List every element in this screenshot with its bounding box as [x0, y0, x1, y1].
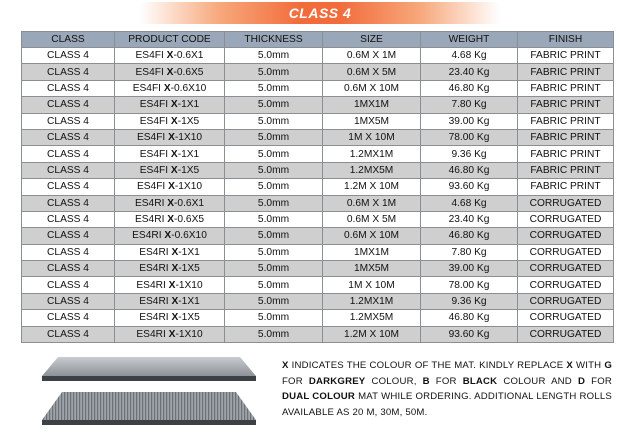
- code-suffix: -1X5: [177, 164, 200, 176]
- cell-finish: FABRIC PRINT: [518, 146, 614, 162]
- header-product-code: PRODUCT CODE: [115, 32, 225, 48]
- cell-finish: CORRUGATED: [518, 261, 614, 277]
- code-prefix: ES4FI: [132, 82, 164, 94]
- code-prefix: ES4FI: [139, 99, 171, 111]
- cell-product-code: [115, 146, 225, 162]
- cell-class: CLASS 4: [22, 162, 115, 178]
- cell-class: CLASS 4: [22, 129, 115, 145]
- code-prefix: ES4RI: [139, 263, 172, 275]
- cell-class: CLASS 4: [22, 326, 115, 342]
- cell-weight: 23.40 Kg: [421, 211, 518, 227]
- code-suffix: -0.6X5: [174, 214, 205, 226]
- table-row: [22, 326, 614, 342]
- code-prefix: ES4FI: [135, 50, 167, 62]
- cell-class: CLASS 4: [22, 48, 115, 64]
- cell-finish: FABRIC PRINT: [518, 129, 614, 145]
- code-colour-mark: X: [168, 132, 175, 144]
- note-x-1: X: [282, 360, 289, 371]
- cell-finish: FABRIC PRINT: [518, 179, 614, 195]
- cell-finish: FABRIC PRINT: [518, 97, 614, 113]
- cell-finish: FABRIC PRINT: [518, 162, 614, 178]
- cell-weight: 39.00 Kg: [421, 261, 518, 277]
- cell-product-code: [115, 113, 225, 129]
- cell-product-code: [115, 162, 225, 178]
- cell-finish: CORRUGATED: [518, 277, 614, 293]
- code-suffix: -1X1: [177, 148, 200, 160]
- cell-size: 1MX1M: [323, 244, 421, 260]
- cell-size: 1.2MX1M: [323, 293, 421, 309]
- header-thickness: THICKNESS: [225, 32, 323, 48]
- code-colour-mark: X: [171, 263, 179, 275]
- product-spec-table: [21, 31, 614, 343]
- colour-note: [282, 358, 612, 420]
- code-suffix: -0.6X5: [173, 66, 204, 78]
- note-text: FOR: [429, 375, 463, 387]
- cell-class: CLASS 4: [22, 195, 115, 211]
- cell-finish: CORRUGATED: [518, 195, 614, 211]
- cell-size: 1.2MX5M: [323, 162, 421, 178]
- cell-class: CLASS 4: [22, 244, 115, 260]
- code-colour-mark: X: [170, 148, 178, 160]
- cell-thickness: 5.0mm: [225, 310, 323, 326]
- note-g: G: [604, 360, 612, 371]
- cell-weight: 93.60 Kg: [421, 326, 518, 342]
- cell-weight: 46.80 Kg: [421, 310, 518, 326]
- cell-finish: CORRUGATED: [518, 326, 614, 342]
- note-darkgrey: DARKGREY: [308, 375, 366, 387]
- note-text: COLOUR AND: [497, 375, 578, 387]
- header-finish: FINISH: [518, 32, 614, 48]
- code-prefix: ES4FI: [139, 164, 171, 176]
- cell-class: CLASS 4: [22, 211, 115, 227]
- cell-weight: 39.00 Kg: [421, 113, 518, 129]
- cell-weight: 93.60 Kg: [421, 179, 518, 195]
- code-colour-mark: X: [166, 66, 174, 78]
- cell-product-code: [115, 195, 225, 211]
- cell-size: 0.6M X 5M: [323, 211, 421, 227]
- cell-class: CLASS 4: [22, 293, 115, 309]
- cell-size: 1.2MX1M: [323, 146, 421, 162]
- class-banner: [140, 2, 500, 24]
- note-b: B: [422, 375, 430, 387]
- code-suffix: -1X10: [174, 132, 203, 144]
- cell-product-code: [115, 64, 225, 80]
- note-text: MAT WHILE ORDERING. ADDITIONAL LENGTH ROLLS AVAILABLE AS 20 M, 30M, 50M.: [282, 391, 612, 418]
- code-colour-mark: X: [164, 230, 172, 242]
- cell-thickness: 5.0mm: [225, 80, 323, 96]
- code-prefix: ES4FI: [139, 148, 171, 160]
- code-colour-mark: X: [170, 164, 178, 176]
- code-colour-mark: X: [168, 181, 175, 193]
- cell-weight: 46.80 Kg: [421, 162, 518, 178]
- cell-class: CLASS 4: [22, 64, 115, 80]
- table-row: [22, 80, 614, 96]
- cell-weight: 9.36 Kg: [421, 293, 518, 309]
- cell-thickness: 5.0mm: [225, 277, 323, 293]
- cell-finish: CORRUGATED: [518, 228, 614, 244]
- cell-weight: 78.00 Kg: [421, 129, 518, 145]
- cell-size: 0.6M X 10M: [323, 80, 421, 96]
- cell-class: CLASS 4: [22, 310, 115, 326]
- cell-finish: CORRUGATED: [518, 211, 614, 227]
- cell-size: 1.2MX5M: [323, 310, 421, 326]
- cell-size: 1.2M X 10M: [323, 179, 421, 195]
- cell-weight: 4.68 Kg: [421, 195, 518, 211]
- note-d: D: [577, 375, 586, 387]
- code-colour-mark: X: [163, 82, 171, 94]
- code-colour-mark: X: [166, 50, 174, 62]
- cell-class: CLASS 4: [22, 228, 115, 244]
- cell-weight: 9.36 Kg: [421, 146, 518, 162]
- table-row: [22, 179, 614, 195]
- cell-product-code: [115, 310, 225, 326]
- code-suffix: -1X1: [177, 99, 200, 111]
- code-prefix: ES4RI: [136, 328, 169, 340]
- header-class: CLASS: [22, 32, 115, 48]
- cell-class: CLASS 4: [22, 261, 115, 277]
- code-colour-mark: X: [168, 328, 176, 340]
- table-row: [22, 64, 614, 80]
- code-prefix: ES4RI: [134, 197, 168, 209]
- cell-product-code: [115, 179, 225, 195]
- cell-product-code: [115, 293, 225, 309]
- note-text: INDICATES THE COLOUR OF THE MAT. KINDLY REPLACE: [288, 360, 567, 371]
- cell-weight: 23.40 Kg: [421, 64, 518, 80]
- cell-product-code: [115, 211, 225, 227]
- table-row: [22, 310, 614, 326]
- cell-weight: 7.80 Kg: [421, 97, 518, 113]
- cell-finish: FABRIC PRINT: [518, 80, 614, 96]
- code-colour-mark: X: [167, 197, 175, 209]
- header-weight: WEIGHT: [421, 32, 518, 48]
- code-suffix: -1X5: [178, 263, 200, 275]
- cell-thickness: 5.0mm: [225, 113, 323, 129]
- cell-finish: FABRIC PRINT: [518, 48, 614, 64]
- cell-thickness: 5.0mm: [225, 48, 323, 64]
- cell-product-code: [115, 326, 225, 342]
- cell-size: 1M X 10M: [323, 277, 421, 293]
- code-prefix: ES4RI: [134, 214, 168, 226]
- code-suffix: -0.6X1: [174, 197, 205, 209]
- cell-thickness: 5.0mm: [225, 64, 323, 80]
- table-row: [22, 228, 614, 244]
- header-size: SIZE: [323, 32, 421, 48]
- cell-finish: FABRIC PRINT: [518, 64, 614, 80]
- code-suffix: -0.6X1: [173, 50, 204, 62]
- code-colour-mark: X: [170, 99, 178, 111]
- corrugated-mat-image: [42, 392, 256, 425]
- code-suffix: -0.6X10: [171, 230, 207, 242]
- cell-thickness: 5.0mm: [225, 293, 323, 309]
- table-row: [22, 129, 614, 145]
- banner-title: CLASS 4: [288, 5, 352, 21]
- cell-thickness: 5.0mm: [225, 326, 323, 342]
- table-row: [22, 195, 614, 211]
- cell-thickness: 5.0mm: [225, 228, 323, 244]
- cell-product-code: [115, 277, 225, 293]
- code-prefix: ES4FI: [136, 132, 169, 144]
- cell-class: CLASS 4: [22, 179, 115, 195]
- table-row: [22, 162, 614, 178]
- note-text: FOR: [282, 375, 309, 387]
- cell-size: 1MX5M: [323, 113, 421, 129]
- cell-weight: 78.00 Kg: [421, 277, 518, 293]
- code-prefix: ES4RI: [136, 279, 169, 291]
- code-colour-mark: X: [170, 115, 178, 127]
- cell-class: CLASS 4: [22, 277, 115, 293]
- cell-weight: 46.80 Kg: [421, 80, 518, 96]
- cell-finish: CORRUGATED: [518, 310, 614, 326]
- cell-product-code: [115, 129, 225, 145]
- code-suffix: -1X10: [175, 328, 203, 340]
- cell-thickness: 5.0mm: [225, 179, 323, 195]
- note-x-2: X: [566, 360, 573, 371]
- table-row: [22, 261, 614, 277]
- cell-size: 1MX5M: [323, 261, 421, 277]
- code-prefix: ES4FI: [135, 66, 167, 78]
- fabric-mat-image: [42, 357, 256, 381]
- code-prefix: ES4RI: [132, 230, 165, 242]
- cell-weight: 4.68 Kg: [421, 48, 518, 64]
- code-prefix: ES4RI: [139, 312, 172, 324]
- note-black: BLACK: [462, 375, 498, 387]
- cell-size: 0.6M X 5M: [323, 64, 421, 80]
- table-row: [22, 113, 614, 129]
- code-prefix: ES4RI: [139, 296, 172, 308]
- cell-thickness: 5.0mm: [225, 211, 323, 227]
- cell-thickness: 5.0mm: [225, 146, 323, 162]
- cell-thickness: 5.0mm: [225, 244, 323, 260]
- cell-class: CLASS 4: [22, 97, 115, 113]
- table-row: [22, 146, 614, 162]
- table-row: [22, 97, 614, 113]
- code-prefix: ES4FI: [136, 181, 169, 193]
- cell-thickness: 5.0mm: [225, 261, 323, 277]
- table-header-row: [22, 32, 614, 48]
- code-prefix: ES4FI: [139, 115, 171, 127]
- code-suffix: -0.6X10: [170, 82, 207, 94]
- cell-class: CLASS 4: [22, 146, 115, 162]
- table-row: [22, 211, 614, 227]
- note-text: WITH: [572, 360, 605, 371]
- code-suffix: -1X1: [178, 296, 200, 308]
- code-suffix: -1X10: [175, 279, 203, 291]
- code-colour-mark: X: [168, 279, 176, 291]
- cell-product-code: [115, 80, 225, 96]
- code-colour-mark: X: [171, 312, 179, 324]
- code-suffix: -1X5: [178, 312, 200, 324]
- cell-product-code: [115, 97, 225, 113]
- cell-product-code: [115, 48, 225, 64]
- cell-finish: CORRUGATED: [518, 293, 614, 309]
- cell-finish: CORRUGATED: [518, 244, 614, 260]
- cell-size: 1MX1M: [323, 97, 421, 113]
- cell-class: CLASS 4: [22, 80, 115, 96]
- code-suffix: -1X10: [174, 181, 203, 193]
- table-row: [22, 48, 614, 64]
- cell-thickness: 5.0mm: [225, 162, 323, 178]
- code-suffix: -1X5: [177, 115, 200, 127]
- code-suffix: -1X1: [178, 246, 200, 258]
- cell-weight: 46.80 Kg: [421, 228, 518, 244]
- note-dual-colour: DUAL COLOUR: [282, 391, 356, 402]
- cell-thickness: 5.0mm: [225, 195, 323, 211]
- mat-illustrations: [40, 352, 260, 432]
- note-text: COLOUR,: [365, 375, 423, 387]
- code-colour-mark: X: [171, 246, 179, 258]
- table-row: [22, 244, 614, 260]
- code-colour-mark: X: [171, 296, 179, 308]
- table-row: [22, 293, 614, 309]
- cell-product-code: [115, 261, 225, 277]
- cell-size: 0.6M X 10M: [323, 228, 421, 244]
- code-prefix: ES4RI: [139, 246, 172, 258]
- code-colour-mark: X: [167, 214, 175, 226]
- cell-product-code: [115, 228, 225, 244]
- cell-product-code: [115, 244, 225, 260]
- cell-size: 0.6M X 1M: [323, 48, 421, 64]
- cell-class: CLASS 4: [22, 113, 115, 129]
- cell-size: 1.2M X 10M: [323, 326, 421, 342]
- cell-finish: FABRIC PRINT: [518, 113, 614, 129]
- cell-thickness: 5.0mm: [225, 97, 323, 113]
- cell-weight: 7.80 Kg: [421, 244, 518, 260]
- note-text: FOR: [585, 375, 613, 387]
- cell-thickness: 5.0mm: [225, 129, 323, 145]
- cell-size: 1M X 10M: [323, 129, 421, 145]
- table-row: [22, 277, 614, 293]
- cell-size: 0.6M X 1M: [323, 195, 421, 211]
